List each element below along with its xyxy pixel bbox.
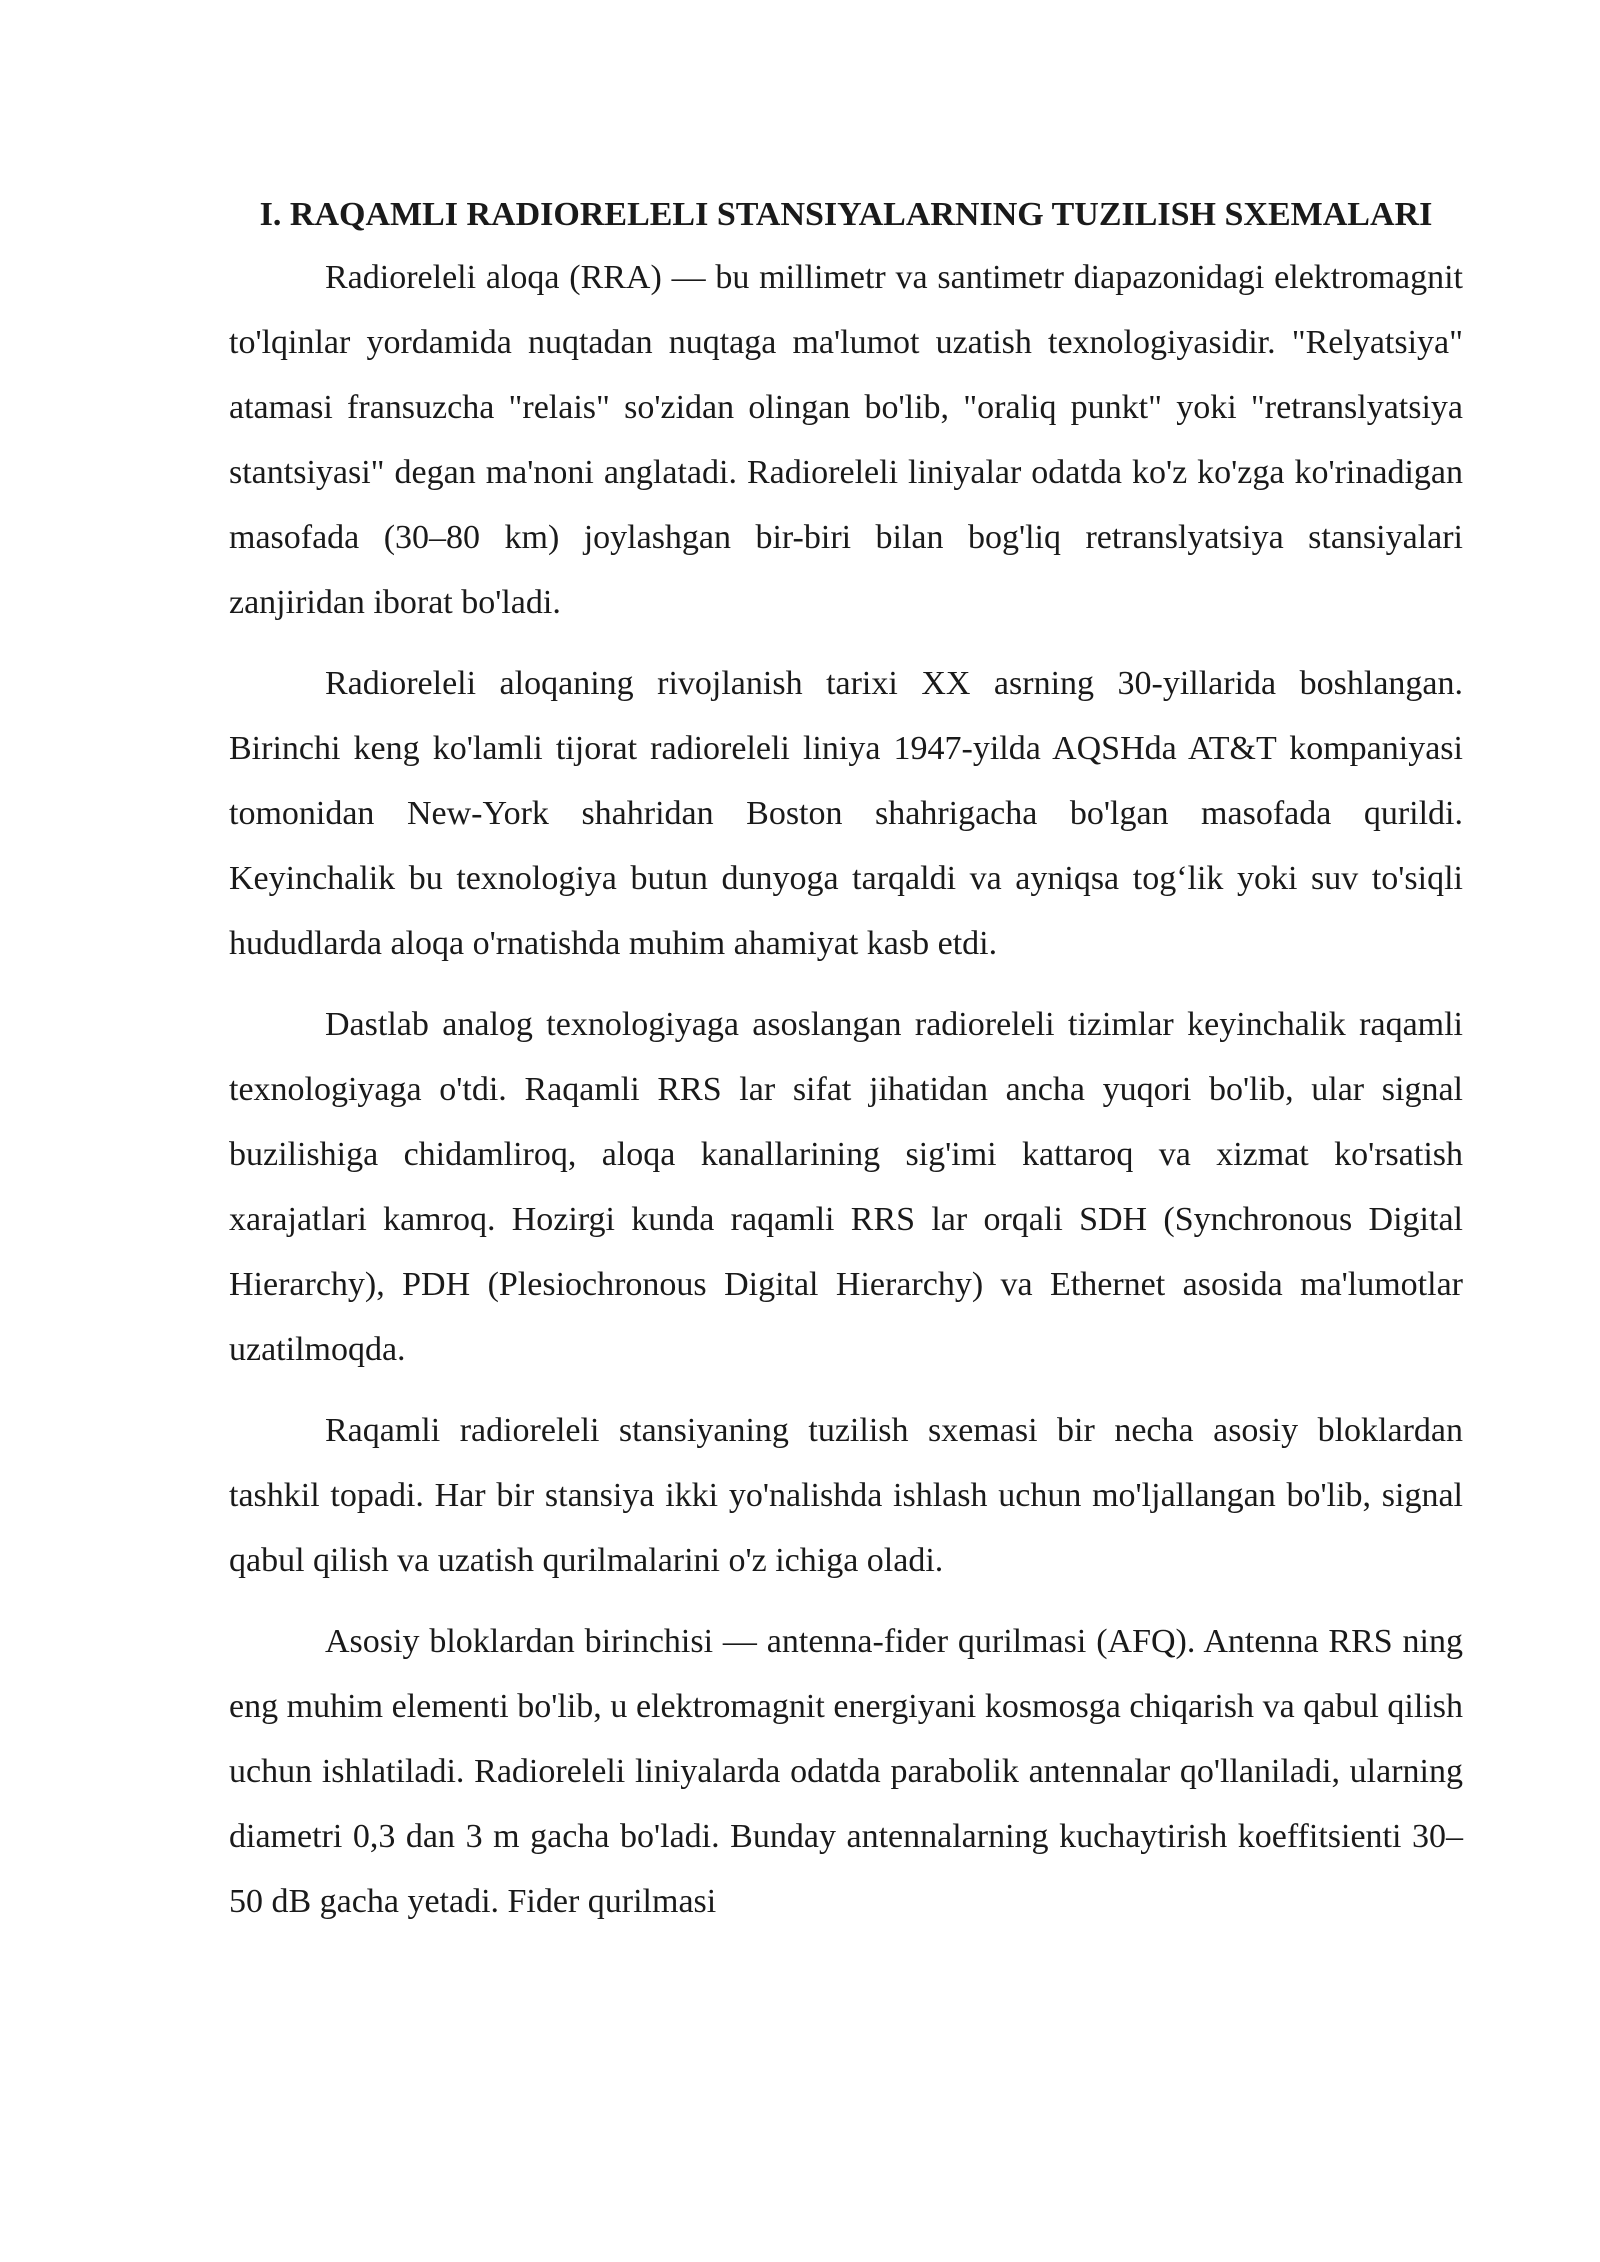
paragraph-1: Radioreleli aloqa (RRA) — bu millimetr va santimetr diapazonidagi elektromagnit to'lqinlar yordamida nuqtadan nuqtaga ma'lumot uzatish texnologiyasidir. "Relyatsiya" atamasi fransuzcha "relais" so'zidan olingan bo'lib, "oraliq punkt" yoki "retranslyatsiya stantsiyasi" degan ma'noni anglatadi. Radioreleli liniyalar odatda ko'z ko'zga ko'rinadigan masofada (30–80 km) joylashgan bir-biri bilan bog'liq retranslyatsiya stansiyalari zanjiridan iborat bo'ladi. [229, 259, 1463, 621]
paragraph-3: Dastlab analog texnologiyaga asoslangan radioreleli tizimlar keyinchalik raqamli texnologiyaga o'tdi. Raqamli RRS lar sifat jihatidan ancha yuqori bo'lib, ular signal buzilishiga chidamliroq, aloqa kanallarining sig'imi kattaroq va xizmat ko'rsatish xarajatlari kamroq. Hozirgi kunda raqamli RRS lar orqali SDH (Synchronous Digital Hierarchy), PDH (Plesiochronous Digital Hierarchy) va Ethernet asosida ma'lumotlar uzatilmoqda. [229, 1006, 1463, 1368]
document-title: I. RAQAMLI RADIORELELI STANSIYALARNING TUZILISH SXEMALARI [259, 196, 1433, 233]
document-page [229, 193, 1463, 1950]
paragraph-5: Asosiy bloklardan birinchisi — antenna-fider qurilmasi (AFQ). Antenna RRS ning eng muhim elementi bo'lib, u elektromagnit energiyani kosmosga chiqarish va qabul qilish uchun ishlatiladi. Radioreleli liniyalarda odatda parabolik antennalar qo'llaniladi, ularning diametri 0,3 dan 3 m gacha bo'ladi. Bunday antennalarning kuchaytirish koeffitsienti 30–50 dB gacha yetadi. Fider qurilmasi [229, 1623, 1463, 1920]
paragraph-2: Radioreleli aloqaning rivojlanish tarixi XX asrning 30-yillarida boshlangan. Birinchi keng ko'lamli tijorat radioreleli liniya 1947-yilda AQSHda AT&T kompaniyasi tomonidan New-York shahridan Boston shahrigacha bo'lgan masofada qurildi. Keyinchalik bu texnologiya butun dunyoga tarqaldi va ayniqsa tog‘lik yoki suv to'siqli hududlarda aloqa o'rnatishda muhim ahamiyat kasb etdi. [229, 665, 1463, 962]
paragraph-4: Raqamli radioreleli stansiyaning tuzilish sxemasi bir necha asosiy bloklardan tashkil topadi. Har bir stansiya ikki yo'nalishda ishlash uchun mo'ljallangan bo'lib, signal qabul qilish va uzatish qurilmalarini o'z ichiga oladi. [229, 1412, 1463, 1579]
